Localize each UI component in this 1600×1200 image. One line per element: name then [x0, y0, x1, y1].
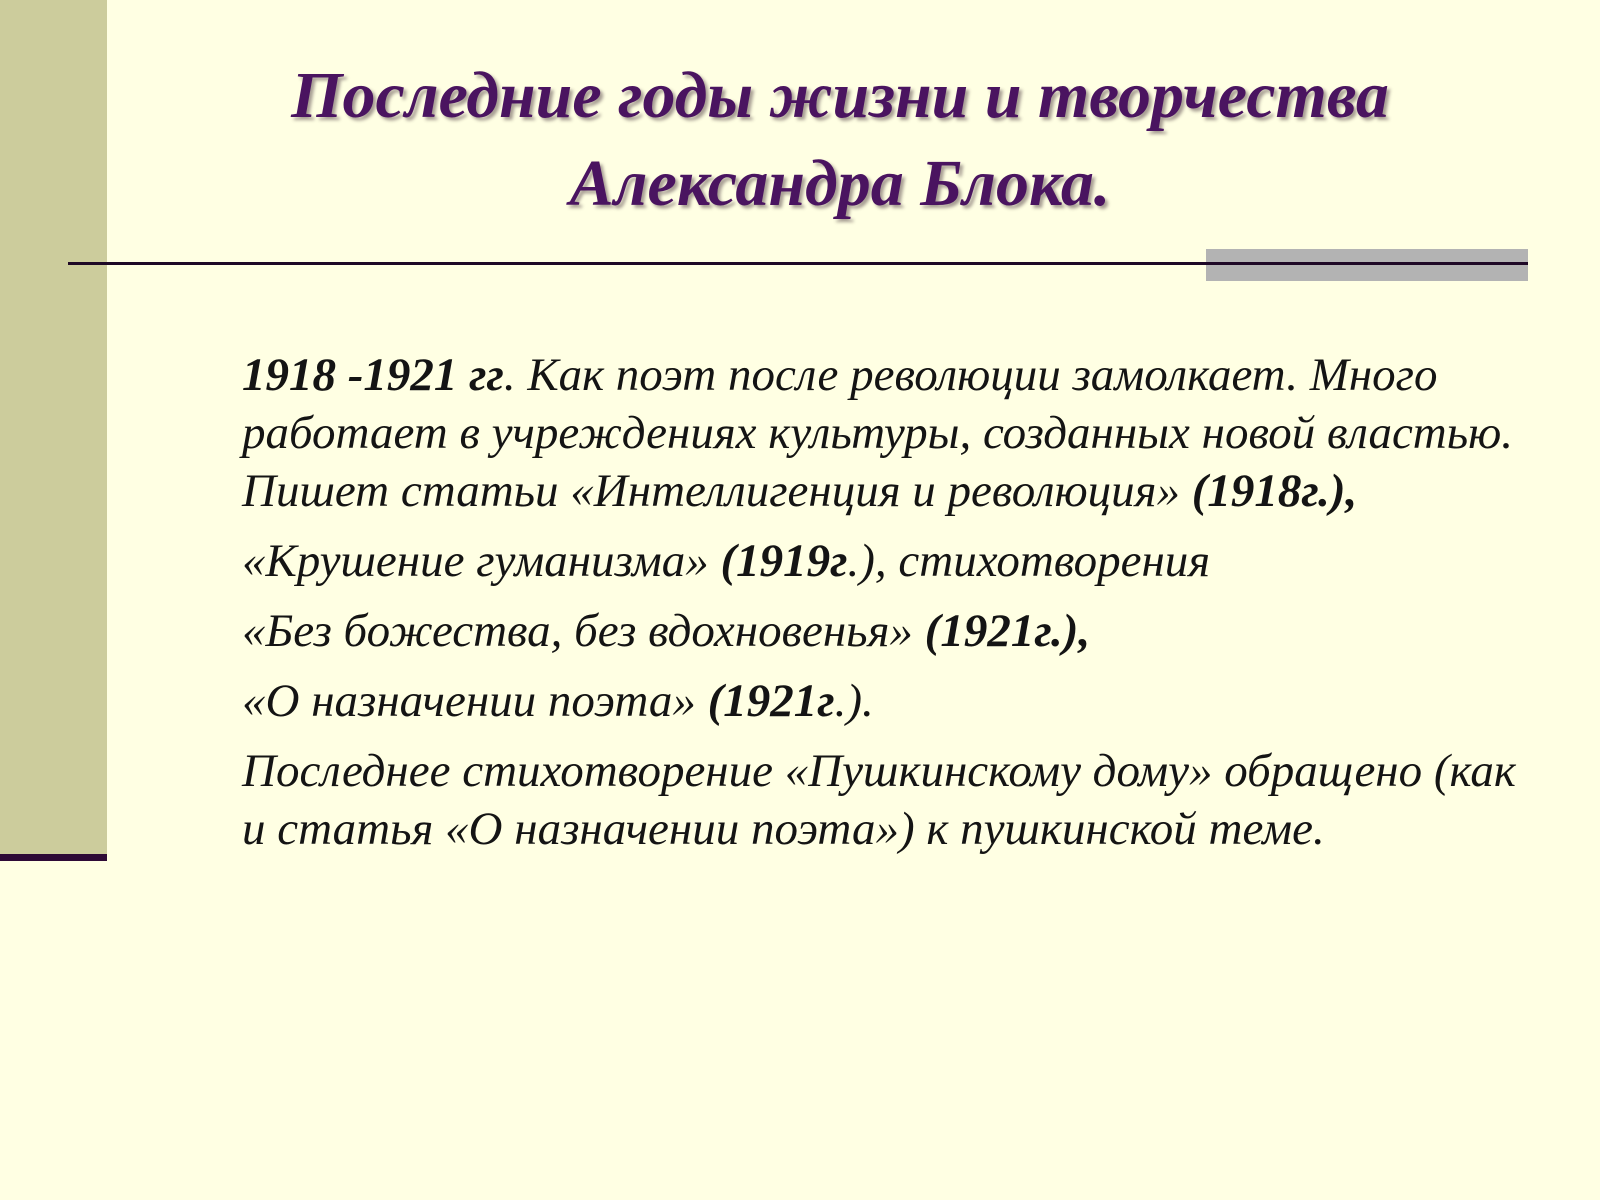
- year-1918: 1918г: [1207, 465, 1319, 517]
- paragraph-1-text: . Как поэт после революции замолкает. Много работает в учреждениях культуры, созданных новой властью. Пишет статьи «Интеллигенция и революция»: [242, 349, 1514, 517]
- year-1921: 1921г: [723, 675, 835, 727]
- paragraph-1: [242, 346, 1542, 520]
- left-band-underline: [0, 854, 107, 861]
- slide-title: [110, 52, 1570, 228]
- left-decorative-band: [0, 0, 107, 854]
- years-range: 1918 -1921 гг: [242, 349, 504, 401]
- paren-open: (: [707, 675, 724, 727]
- year-1921-bold: (1921г.),: [924, 605, 1091, 657]
- paren-close: .),: [1318, 465, 1358, 517]
- paragraph-4: [242, 672, 1542, 730]
- paren-open: (: [720, 535, 737, 587]
- slide-body: [242, 346, 1542, 870]
- paragraph-5: Последнее стихотворение «Пушкинскому дому» обращено (как и статья «О назначении поэта») к пушкинской теме.: [242, 745, 1516, 855]
- paragraph-3-text: «Без божества, без вдохновенья»: [242, 605, 925, 657]
- paragraph-2-text: «Крушение гуманизма»: [242, 535, 721, 587]
- paragraph-3: [242, 602, 1542, 660]
- paragraph-4-text: «О назначении поэта»: [242, 675, 708, 727]
- paragraph-2: [242, 532, 1542, 590]
- title-line-1: Последние годы жизни и творчества: [291, 59, 1389, 132]
- year-1919: 1919г: [736, 535, 848, 587]
- divider-gray-accent: [1206, 249, 1528, 281]
- title-line-2: Александра Блока.: [569, 147, 1111, 220]
- paren-close: .).: [834, 675, 874, 727]
- paren-open: (: [1191, 465, 1208, 517]
- paragraph-2-tail: .), стихотворения: [847, 535, 1211, 587]
